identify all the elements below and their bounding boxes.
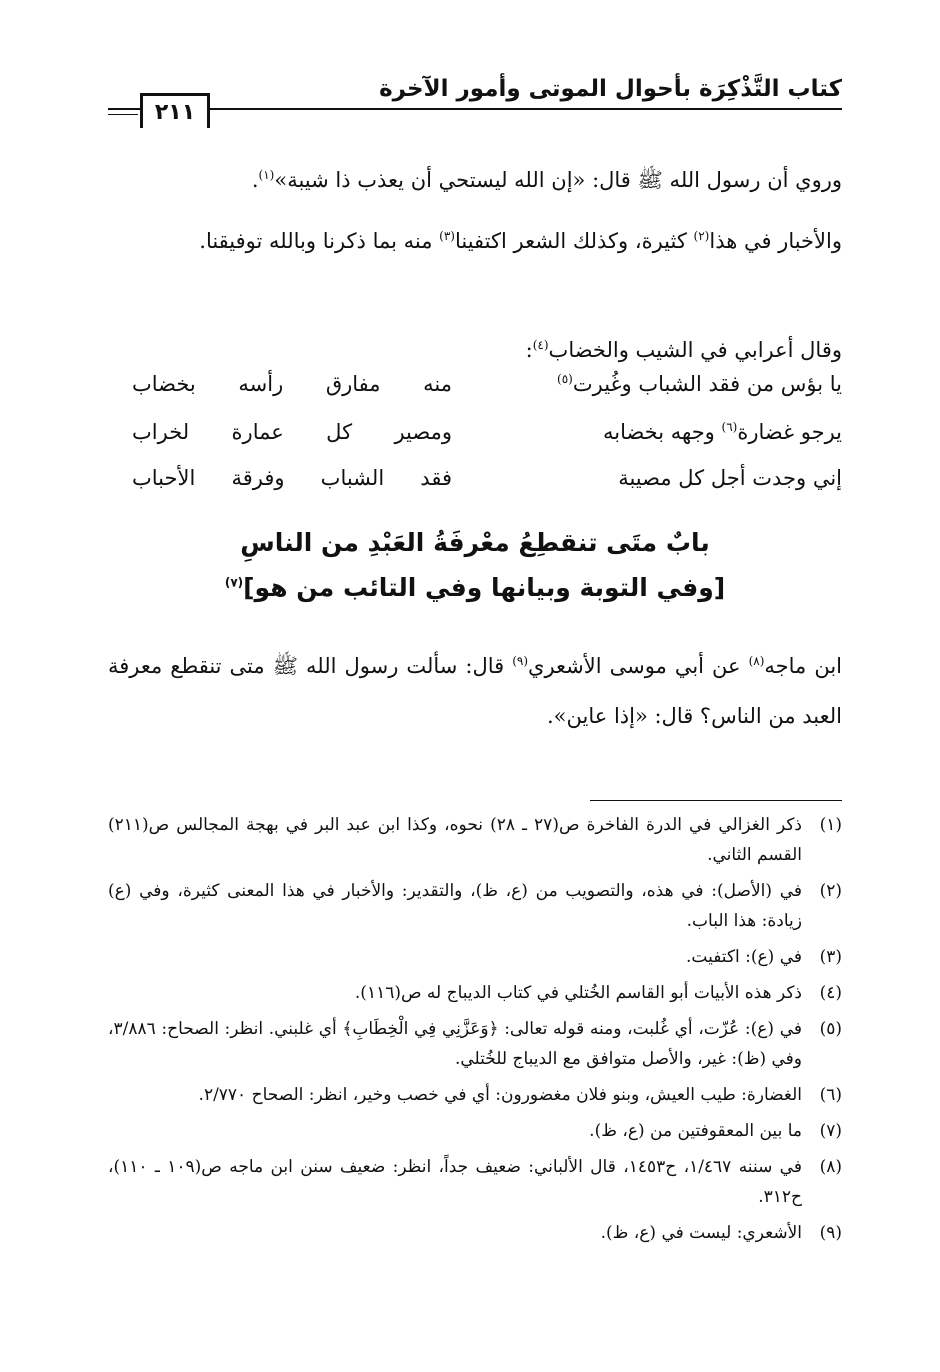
header-rule-tail <box>108 114 138 115</box>
footnote-separator <box>590 800 842 801</box>
footnote-text: ما بين المعقوفتين من (ع، ظ). <box>589 1121 802 1141</box>
paragraph-4 <box>108 636 842 741</box>
paragraph-text: منه بما ذكرنا وبالله توفيقنا. <box>199 229 440 253</box>
subheading-text: [وفي التوبة وبيانها وفي التائب من هو] <box>243 573 726 602</box>
paragraph-text: والأخبار في هذا <box>709 229 842 253</box>
footnote-ref: (٤) <box>532 338 549 352</box>
paragraph-text: وروي أن رسول الله ﷺ قال: «إن الله ليستحي أن يعذب ذا شيبة» <box>274 168 842 192</box>
footnote-text: في (الأصل): في هذه، والتصويب من (ع، ظ)، والتقدير: والأخبار في هذا المعنى كثيرة، وفي (ع) زيادة: هذا الباب. <box>108 881 802 931</box>
verse-first-hemistich <box>482 420 842 444</box>
footnote-text: ذكر الغزالي في الدرة الفاخرة ص(٢٧ ـ ٢٨) نحوه، وكذا ابن عبد البر في بهجة المجالس ص(٢١١) القسم الثاني. <box>108 815 802 865</box>
footnote-text: الغضارة: طيب العيش، وبنو فلان مغضورون: أي في خصب وخير، انظر: الصحاح ٢/٧٧٠. <box>198 1085 802 1105</box>
footnote-text: ذكر هذه الأبيات أبو القاسم الخُتلي في كتاب الديباج له ص(١١٦). <box>354 983 802 1003</box>
verse-second-hemistich: منه مفارق رأسه بخضاب <box>132 372 452 396</box>
paragraph-text: قال: سألت رسول الله ﷺ متى تنقطع معرفة العبد من الناس؟ قال: «إذا عاين». <box>108 654 842 728</box>
footnote-ref: (٧) <box>224 575 244 590</box>
chapter-subheading <box>108 573 842 602</box>
verse-text: يرجو غضارة <box>737 420 842 444</box>
verse-second-hemistich: ومصير كل عمارة لخراب <box>132 420 452 444</box>
punctuation: : <box>525 338 533 362</box>
paragraph-text: وقال أعرابي في الشيب والخضاب <box>548 338 842 362</box>
footnote-number: (٥) <box>819 1019 842 1039</box>
footnote <box>108 978 842 1008</box>
footnote-number: (٨) <box>819 1157 842 1177</box>
footnote-text: في (ع): عُزّت، أي غُلبت، ومنه قوله تعالى: ﴿وَعَزَّنِي فِي الْخِطَابِ﴾ أي غلبني. انظر: الصحاح: ٣/٨٨٦، وفي (ظ): غير، والأصل متوافق مع الديباج للخُتلي. <box>108 1019 802 1069</box>
verse-first-hemistich <box>482 372 842 396</box>
header-rule <box>108 108 842 110</box>
paragraph-text: كثيرة، وكذلك الشعر اكتفينا <box>454 229 694 253</box>
paragraph-text: ابن ماجه <box>764 654 842 678</box>
footnote <box>108 1218 842 1248</box>
footnote-number: (٩) <box>819 1223 842 1243</box>
footnotes <box>108 810 842 1254</box>
footnote <box>108 1152 842 1212</box>
paragraph-2 <box>108 211 842 266</box>
footnote-number: (٧) <box>819 1121 842 1141</box>
footnote-text: الأشعري: ليست في (ع، ظ). <box>600 1223 802 1243</box>
footnote-ref: (٥) <box>557 372 573 386</box>
footnote <box>108 942 842 972</box>
footnote-text: في سننه ١/٤٦٧، ح١٤٥٣، قال الألباني: ضعيف جداً، انظر: ضعيف سنن ابن ماجه ص(١٠٩ ـ ١١٠)، ح٣١٢. <box>108 1157 802 1207</box>
footnote <box>108 1080 842 1110</box>
footnote-ref: (٨) <box>748 654 765 668</box>
footnote <box>108 810 842 870</box>
footnote-ref: (١) <box>258 168 275 182</box>
paragraph-text: عن أبي موسى الأشعري <box>528 654 749 678</box>
footnote-number: (١) <box>819 815 842 835</box>
verse-text: وجهه بخضابه <box>602 420 722 444</box>
footnote-ref: (٢) <box>693 229 710 243</box>
footnote <box>108 1116 842 1146</box>
footnote-ref: (٩) <box>512 654 529 668</box>
running-title: كتاب التَّذْكِرَة بأحوال الموتى وأمور الآخرة <box>379 76 842 102</box>
paragraph-3 <box>108 320 842 375</box>
verse-text: يا بؤس من فقد الشباب وغُيرت <box>572 372 842 396</box>
paragraph-1 <box>108 150 842 205</box>
verse-line <box>132 466 842 506</box>
page-number: ٢١١ <box>140 93 210 128</box>
footnote-number: (٣) <box>819 947 842 967</box>
footnote <box>108 876 842 936</box>
footnote-number: (٢) <box>819 881 842 901</box>
verse-line <box>132 372 842 412</box>
punctuation: . <box>251 168 259 192</box>
verse-second-hemistich: فقد الشباب وفرقة الأحباب <box>132 466 452 490</box>
footnote-ref: (٣) <box>439 229 455 243</box>
verse-line <box>132 420 842 460</box>
footnote-text: في (ع): اكتفيت. <box>685 947 802 967</box>
footnote-number: (٤) <box>819 983 842 1003</box>
chapter-heading: بابٌ متَى تنقطِعُ معْرفَةُ العَبْدِ من الناسِ <box>240 528 710 557</box>
footnote-ref: (٦) <box>721 420 738 434</box>
verse-first-hemistich: إني وجدت أجل كل مصيبة <box>618 466 842 490</box>
footnote <box>108 1014 842 1074</box>
footnote-number: (٦) <box>819 1085 842 1105</box>
